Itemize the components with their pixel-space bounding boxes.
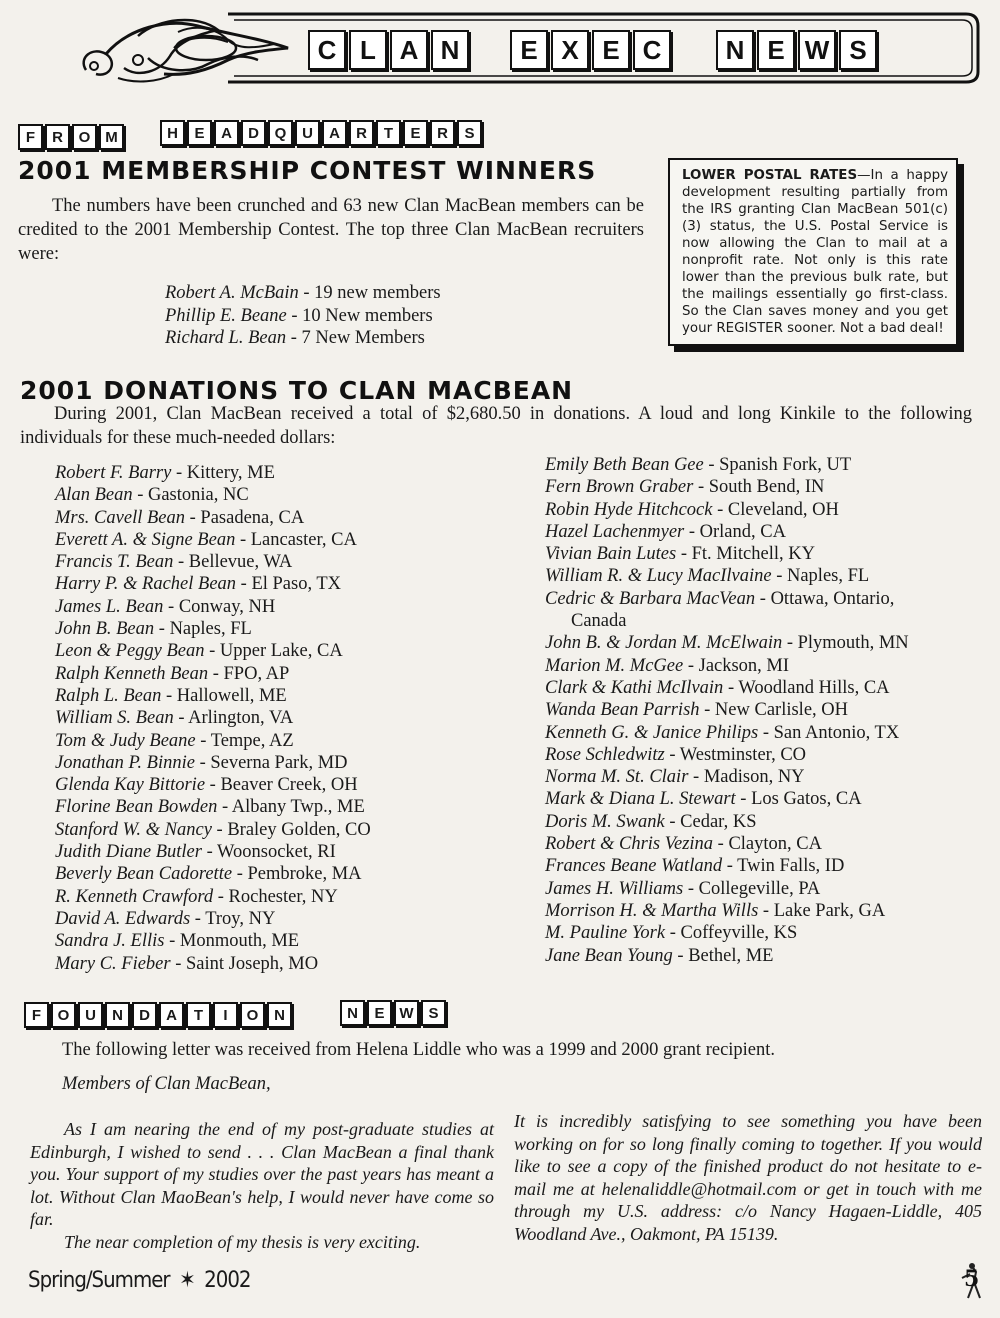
banner-letter: E xyxy=(757,30,795,70)
header-letter: A xyxy=(159,1002,184,1028)
donor-list-right xyxy=(545,454,909,967)
header-letter: E xyxy=(403,120,428,146)
donor-row: Francis T. Bean - Bellevue, WA xyxy=(55,552,293,573)
header-letter: I xyxy=(213,1002,238,1028)
header-letter: N xyxy=(105,1002,130,1028)
header-letter: E xyxy=(367,1000,392,1026)
donor-row: Judith Diane Butler - Woonsocket, RI xyxy=(55,842,336,863)
banner-letter: W xyxy=(798,30,836,70)
footer-season: Spring/Summer xyxy=(28,1268,170,1293)
banner xyxy=(78,8,986,80)
donor-row: Norma M. St. Clair - Madison, NY xyxy=(545,767,805,788)
donor-row: Marion M. McGee - Jackson, MI xyxy=(545,655,790,676)
header-letter: N xyxy=(267,1002,292,1028)
donor-row: John B. & Jordan M. McElwain - Plymouth, MN xyxy=(545,633,909,654)
postal-lead: LOWER POSTAL RATES xyxy=(682,168,858,183)
header-letter: O xyxy=(72,124,97,150)
banner-letter: S xyxy=(839,30,877,70)
donor-row: Beverly Bean Cadorette - Pembroke, MA xyxy=(55,864,362,885)
donor-row: James L. Bean - Conway, NH xyxy=(55,596,276,617)
winner-row: Richard L. Bean - 7 New Members xyxy=(165,328,425,348)
donor-row: William S. Bean - Arlington, VA xyxy=(55,708,294,729)
header-letter: S xyxy=(457,120,482,146)
donor-row: Everett A. & Signe Bean - Lancaster, CA xyxy=(55,529,357,550)
donor-row: Wanda Bean Parrish - New Carlisle, OH xyxy=(545,700,848,721)
postal-body: —In a happy development resulting partially from the IRS granting Clan MacBean 501(c)(3) status, the U.S. Postal Service is now allowing the Clan to mail at a nonprofit rate. Not only is this rate lower than the previous bulk rate, but the mailings essentially go first-class. So the Clan saves money and you get your REGISTER sooner. Not a bad deal! xyxy=(682,168,948,336)
header-letter: O xyxy=(51,1002,76,1028)
banner-letter: E xyxy=(510,30,548,70)
foundation-intro: The following letter was received from Helena Liddle who was a 1999 and 2000 grant recipient. xyxy=(62,1040,776,1060)
donor-row: Ralph Kenneth Bean - FPO, AP xyxy=(55,663,290,684)
header-letter: D xyxy=(132,1002,157,1028)
banner-letter: C xyxy=(308,30,346,70)
banner-word-clan xyxy=(308,30,469,70)
header-letter: O xyxy=(240,1002,265,1028)
section-header-headquarters xyxy=(160,120,482,146)
banner-letter: A xyxy=(390,30,428,70)
header-letter: U xyxy=(295,120,320,146)
banner-letter: N xyxy=(716,30,754,70)
donor-row: Morrison H. & Martha Wills - Lake Park, GA xyxy=(545,900,886,921)
header-letter: A xyxy=(214,120,239,146)
donor-row: Emily Beth Bean Gee - Spanish Fork, UT xyxy=(545,455,852,475)
banner-letter: C xyxy=(633,30,671,70)
donations-title: 2001 DONATIONS TO CLAN MACBEAN xyxy=(20,376,574,405)
donor-row: Harry P. & Rachel Bean - El Paso, TX xyxy=(55,574,342,595)
winners-list xyxy=(165,282,441,350)
header-letter: Q xyxy=(268,120,293,146)
header-letter: E xyxy=(187,120,212,146)
donor-row: Fern Brown Graber - South Bend, IN xyxy=(545,477,825,498)
header-letter: U xyxy=(78,1002,103,1028)
donor-row: Cedric & Barbara MacVean - Ottawa, Ontario, xyxy=(545,588,895,609)
header-letter: T xyxy=(376,120,401,146)
donor-row: Stanford W. & Nancy - Braley Golden, CO xyxy=(55,819,371,840)
header-letter: N xyxy=(340,1000,365,1026)
letter-paragraph: As I am nearing the end of my post-graduate studies at Edinburgh, I wished to send . . . Clan MacBean a final thank you. Your support of my studies over the past years has meant a lot. Without Clan MaoBean's help, I would never have come so far. xyxy=(30,1119,494,1230)
donor-row: Jonathan P. Binnie - Severna Park, MD xyxy=(55,752,348,773)
header-letter: T xyxy=(186,1002,211,1028)
header-letter: R xyxy=(430,120,455,146)
banner-letter: E xyxy=(592,30,630,70)
donor-row: Robert F. Barry - Kittery, ME xyxy=(55,463,275,483)
header-letter: R xyxy=(45,124,70,150)
donor-row: Frances Beane Watland - Twin Falls, ID xyxy=(545,856,845,877)
header-letter: R xyxy=(349,120,374,146)
donor-row: William R. & Lucy MacIlvaine - Naples, FL xyxy=(545,566,870,587)
donor-row-continued: Canada xyxy=(571,611,627,632)
donor-row: R. Kenneth Crawford - Rochester, NY xyxy=(55,886,338,907)
donor-row: Leon & Peggy Bean - Upper Lake, CA xyxy=(55,641,343,662)
donor-row: Alan Bean - Gastonia, NC xyxy=(55,485,249,506)
section-header-foundation xyxy=(24,1002,292,1028)
winner-row: Robert A. McBain - 19 new members xyxy=(165,283,441,303)
section-header-news xyxy=(340,1000,446,1026)
donor-row: Tom & Judy Beane - Tempe, AZ xyxy=(55,730,294,751)
letter-paragraph: The near completion of my thesis is very exciting. xyxy=(64,1231,421,1252)
donor-row: Mary C. Fieber - Saint Joseph, MO xyxy=(55,953,319,974)
donations-intro: During 2001, Clan MacBean received a total of $2,680.50 in donations. A loud and long Kinkile to the following individuals for these much-needed dollars: xyxy=(20,404,972,448)
section-header-from xyxy=(18,124,124,150)
donor-row: John B. Bean - Naples, FL xyxy=(55,619,252,640)
donor-row: Glenda Kay Bittorie - Beaver Creek, OH xyxy=(55,775,358,796)
page-number: 5 xyxy=(958,1262,988,1302)
contest-title: 2001 MEMBERSHIP CONTEST WINNERS xyxy=(18,156,597,185)
donor-row: Vivian Bain Lutes - Ft. Mitchell, KY xyxy=(545,544,815,565)
donor-row: James H. Williams - Collegeville, PA xyxy=(545,878,821,899)
banner-word-news xyxy=(716,30,877,70)
donor-row: Kenneth G. & Janice Philips - San Antonio, TX xyxy=(545,722,900,743)
header-letter: F xyxy=(24,1002,49,1028)
donor-row: David A. Edwards - Troy, NY xyxy=(55,908,276,929)
donor-row: Clark & Kathi McIlvain - Woodland Hills, CA xyxy=(545,677,890,698)
banner-letter: L xyxy=(349,30,387,70)
donor-row: Mark & Diana L. Stewart - Los Gatos, CA xyxy=(545,789,862,810)
donor-row: Sandra J. Ellis - Monmouth, ME xyxy=(55,931,300,952)
letter-column-left xyxy=(30,1118,494,1254)
footer-year: 2002 xyxy=(204,1268,251,1293)
header-letter: A xyxy=(322,120,347,146)
donor-row: Rose Schledwitz - Westminster, CO xyxy=(545,744,807,765)
donor-row: Robin Hyde Hitchcock - Cleveland, OH xyxy=(545,499,839,520)
donor-row: Mrs. Cavell Bean - Pasadena, CA xyxy=(55,507,305,528)
header-letter: D xyxy=(241,120,266,146)
banner-letter: X xyxy=(551,30,589,70)
header-letter: H xyxy=(160,120,185,146)
winner-row: Phillip E. Beane - 10 New members xyxy=(165,305,433,326)
donor-row: Robert & Chris Vezina - Clayton, CA xyxy=(545,834,822,855)
header-letter: W xyxy=(394,1000,419,1026)
banner-word-exec xyxy=(510,30,671,70)
letter-salutation: Members of Clan MacBean, xyxy=(62,1074,271,1094)
donor-row: Doris M. Swank - Cedar, KS xyxy=(545,811,757,832)
contest-intro: The numbers have been crunched and 63 new Clan MacBean members can be credited to the 2001 Membership Contest. The top three Clan MacBean recruiters were: xyxy=(18,196,644,264)
donor-row: Florine Bean Bowden - Albany Twp., ME xyxy=(55,797,365,818)
letter-column-right: It is incredibly satisfying to see something you have been working on for so long finally coming to together. If you would like to see a copy of the finished product do not hesitate to e-mail me at helenaliddle@hotmail.com or get in touch with me through my U.S. address: c/o Nancy Hagaen-Liddle, 405 Woodland Ave., Oakmont, PA 15139. xyxy=(514,1111,982,1244)
header-letter: M xyxy=(99,124,124,150)
footer xyxy=(28,1268,251,1293)
donor-list-left xyxy=(55,462,371,975)
donor-row: Hazel Lachenmyer - Orland, CA xyxy=(545,521,786,542)
banner-letter: N xyxy=(431,30,469,70)
postal-rates-box xyxy=(668,158,958,346)
header-letter: F xyxy=(18,124,43,150)
thistle-icon: ✶ xyxy=(179,1268,195,1293)
header-letter: S xyxy=(421,1000,446,1026)
donor-row: Jane Bean Young - Bethel, ME xyxy=(545,945,774,966)
donor-row: M. Pauline York - Coffeyville, KS xyxy=(545,923,798,944)
donor-row: Ralph L. Bean - Hallowell, ME xyxy=(55,685,287,706)
